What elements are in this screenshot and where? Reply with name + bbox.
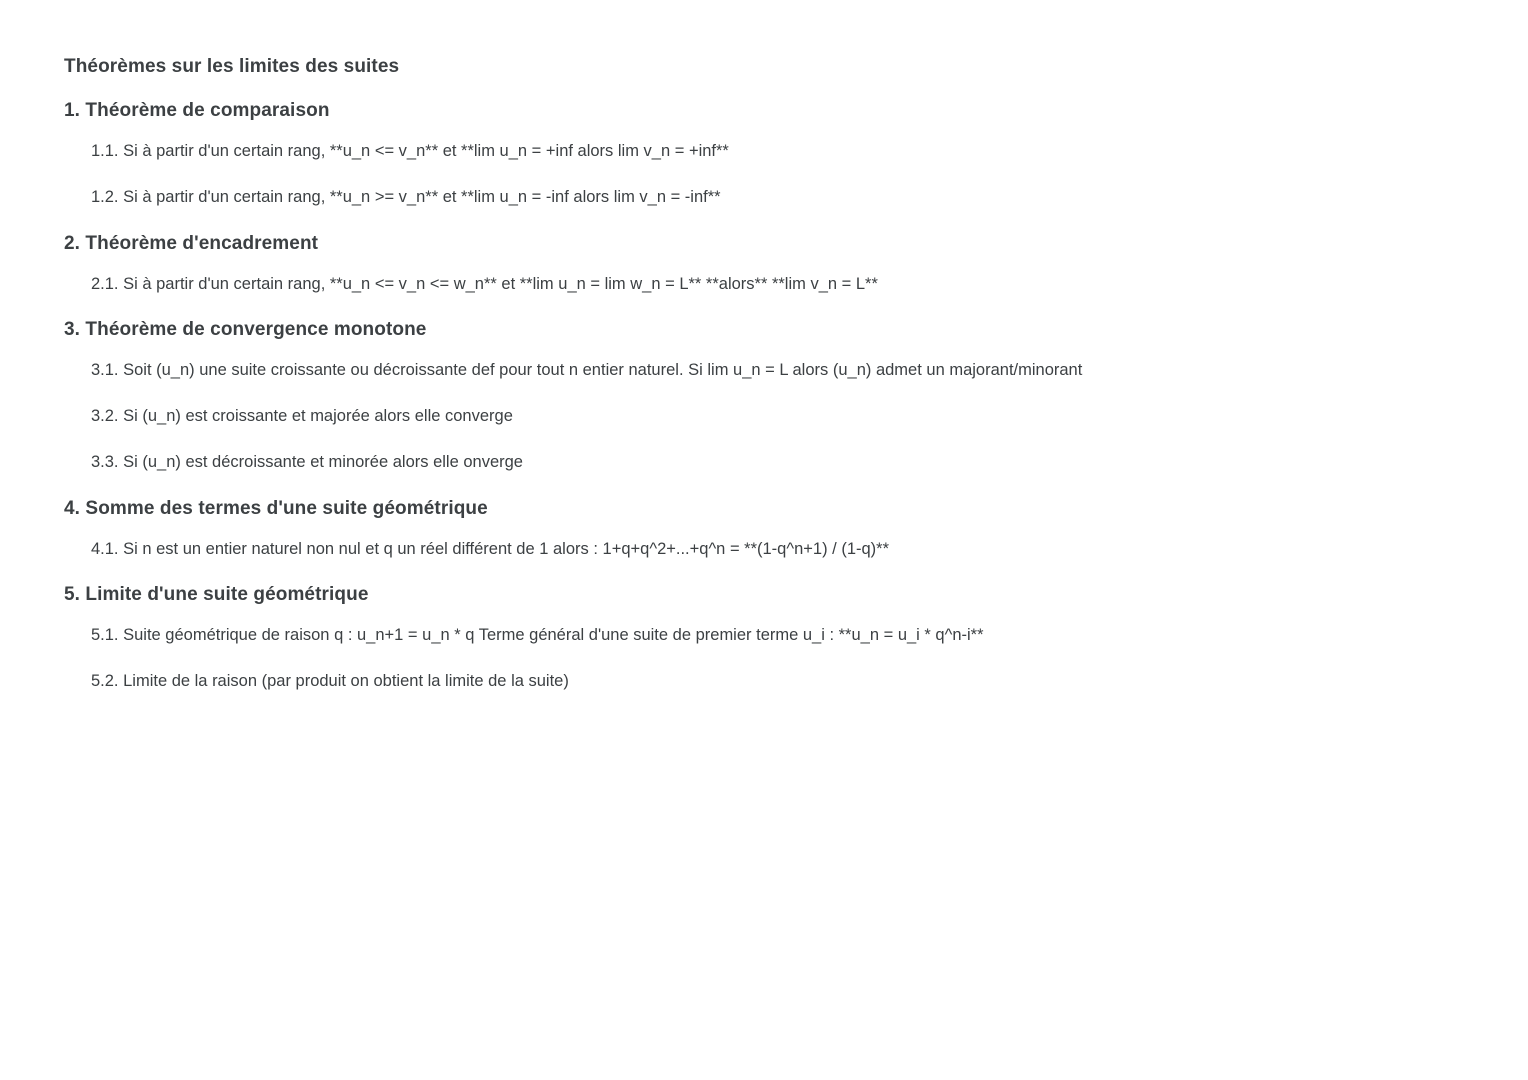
list-item: 4.1. Si n est un entier naturel non nul et q un réel différent de 1 alors : 1+q+q^2+...+q^n = **(1-q^n+1) / (1-q)** — [91, 539, 890, 558]
section-item-list — [64, 624, 1464, 693]
section-heading: 3. Théorème de convergence monotone — [64, 318, 427, 340]
section-1 — [64, 100, 1464, 209]
list-item: 3.3. Si (u_n) est décroissante et minorée alors elle onverge — [91, 453, 523, 472]
section-heading: 2. Théorème d'encadrement — [64, 232, 319, 254]
list-item: 1.2. Si à partir d'un certain rang, **u_n >= v_n** et **lim u_n = -inf alors lim v_n = -inf** — [91, 188, 721, 207]
section-heading: 1. Théorème de comparaison — [64, 100, 330, 121]
section-3 — [64, 319, 1464, 474]
list-item: 3.2. Si (u_n) est croissante et majorée alors elle converge — [91, 407, 513, 426]
list-item: 2.1. Si à partir d'un certain rang, **u_n <= v_n <= w_n** et **lim u_n = lim w_n = L** **alors** **lim v_n = L** — [91, 274, 878, 293]
page-title: Théorèmes sur les limites des suites — [64, 56, 400, 77]
section-2 — [64, 233, 1464, 295]
section-item-list — [64, 359, 1464, 474]
section-item-list — [64, 140, 1464, 209]
list-item: 1.1. Si à partir d'un certain rang, **u_n <= v_n** et **lim u_n = +inf alors lim v_n = +inf** — [91, 142, 729, 160]
list-item: 3.1. Soit (u_n) une suite croissante ou décroissante def pour tout n entier naturel. Si lim u_n = L alors (u_n) admet un majorant/minorant — [91, 360, 1083, 379]
section-heading: 5. Limite d'une suite géométrique — [64, 583, 369, 605]
section-4 — [64, 498, 1464, 560]
section-item-list — [64, 538, 1464, 560]
list-item: 5.1. Suite géométrique de raison q : u_n+1 = u_n * q Terme général d'une suite de premier terme u_i : **u_n = u_i * q^n-i** — [91, 625, 984, 644]
section-5 — [64, 584, 1464, 693]
section-heading: 4. Somme des termes d'une suite géométrique — [64, 497, 488, 519]
section-item-list — [64, 273, 1464, 295]
list-item: 5.2. Limite de la raison (par produit on obtient la limite de la suite) — [91, 672, 569, 691]
